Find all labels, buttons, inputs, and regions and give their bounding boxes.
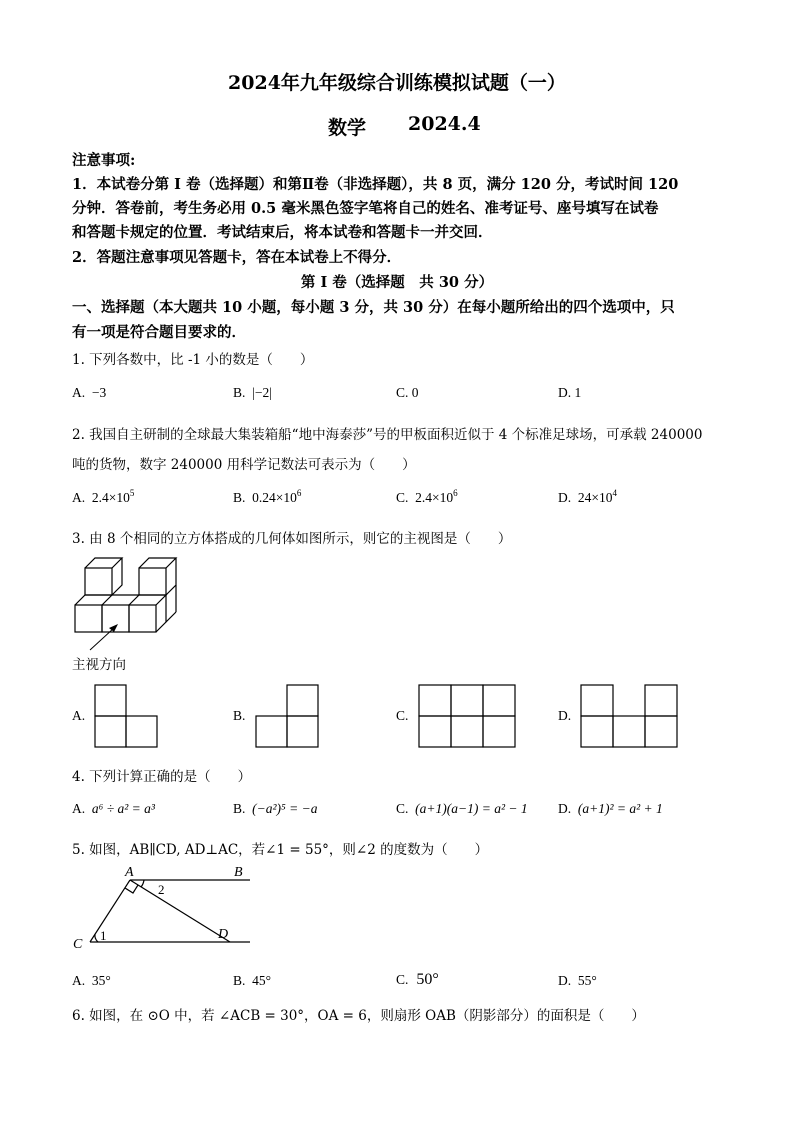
notice-item-2: 2．答题注意事项见答题卡，答在本试卷上不得分． <box>72 249 402 266</box>
label-b: B <box>234 865 243 880</box>
q3-solid-figure <box>70 552 190 667</box>
subject-label: 数学 <box>328 117 367 139</box>
q4-option-b: B. (−a²)⁵ = −a <box>233 801 318 816</box>
section-title: 第 I 卷（选择题 共 30 分） <box>300 274 494 291</box>
angle-1-arc <box>95 934 98 942</box>
q1-stem: 1. 下列各数中，比 -1 小的数是（ ） <box>72 352 314 368</box>
q5-geometry-figure <box>70 862 260 952</box>
q3-option-c-label: C. <box>396 708 409 723</box>
q3-option-b-label: B. <box>233 708 246 723</box>
view-direction-arrow-icon <box>90 624 118 650</box>
notice-heading: 注意事项: <box>72 152 136 169</box>
exam-title: 2024年九年级综合训练模拟试题（一） <box>228 72 566 94</box>
q5-stem: 5. 如图，AB∥CD, AD⊥AC，若∠1 = 55°，则∠2 的度数为（ ） <box>72 842 489 858</box>
q4-option-d: D. (a+1)² = a² + 1 <box>558 801 663 816</box>
label-angle-1: 1 <box>100 928 107 943</box>
q4-option-c: C. (a+1)(a−1) = a² − 1 <box>396 801 528 816</box>
q2-option-b: B. $0.24\times 10^6$ <box>233 488 302 505</box>
right-angle-mark <box>125 885 138 893</box>
q2-option-d: D. $24\times 10^4$ <box>558 488 617 505</box>
q1-option-c: C. 0 <box>396 385 419 400</box>
q1-option-d: D. 1 <box>558 385 582 400</box>
q4-stem: 4. 下列计算正确的是（ ） <box>72 769 252 785</box>
q3-option-d-figure <box>580 684 680 750</box>
q2-stem-line-1: 2. 我国自主研制的全球最大集装箱船“地中海泰莎”号的甲板面积近似于 4 个标准足球场，可承载 240000 <box>72 427 703 443</box>
segment-ad <box>130 880 230 942</box>
angle-2-arc <box>141 880 144 887</box>
q1-option-a: A. −3 <box>72 385 107 400</box>
q6-stem: 6. 如图，在 ⊙O 中，若 ∠ACB = 30°，OA = 6，则扇形 OAB（阴影部分）的面积是（ ） <box>72 1008 645 1024</box>
q5-option-d: D. 55° <box>558 973 597 988</box>
section-intro-line-2: 有一项是符合题目要求的． <box>72 324 246 341</box>
q3-option-a-label: A. <box>72 708 86 723</box>
section-intro-line-1: 一、选择题（本大题共 10 小题，每小题 3 分，共 30 分）在每小题所给出的四个选项中，只 <box>72 299 675 316</box>
q3-option-c-figure <box>418 684 518 750</box>
q4-option-a: A. a⁶ ÷ a² = a³ <box>72 801 155 816</box>
segment-ac <box>90 880 130 942</box>
label-angle-2: 2 <box>158 882 165 897</box>
q3-stem: 3. 由 8 个相同的立方体搭成的几何体如图所示，则它的主视图是（ ） <box>72 531 512 547</box>
notice-item-1-line-2: 分钟．答卷前，考生务必用 0.5 毫米黑色签字笔将自己的姓名、准考证号、座号填写在试卷 <box>72 200 659 217</box>
q2-option-a: A. $2.4\times 10^5$ <box>72 488 135 505</box>
q3-option-d-label: D. <box>558 708 572 723</box>
q5-option-c: C. 50° <box>396 971 439 988</box>
q2-stem-line-2: 吨的货物，数字 240000 用科学记数法可表示为（ ） <box>72 457 416 473</box>
notice-item-1-line-1: 1．本试卷分第 I 卷（选择题）和第Ⅱ卷（非选择题），共 8 页，满分 120 分，考试时间 120 <box>72 176 679 193</box>
notice-item-1-line-3: 和答题卡规定的位置．考试结束后，将本试卷和答题卡一并交回． <box>72 224 493 241</box>
q3-figure-caption: 主视方向 <box>72 657 126 673</box>
q2-option-c: C. $2.4\times 10^6$ <box>396 488 458 505</box>
q3-option-a-figure <box>94 684 160 750</box>
q1-option-b: B. |−2| <box>233 385 272 400</box>
label-a: A <box>125 865 134 880</box>
exam-date: 2024.4 <box>408 113 481 135</box>
q5-option-a: A. 35° <box>72 973 111 988</box>
q5-option-b: B. 45° <box>233 973 272 988</box>
label-d: D <box>218 927 229 942</box>
label-c: C <box>73 937 83 952</box>
q3-option-b-figure <box>255 684 321 750</box>
